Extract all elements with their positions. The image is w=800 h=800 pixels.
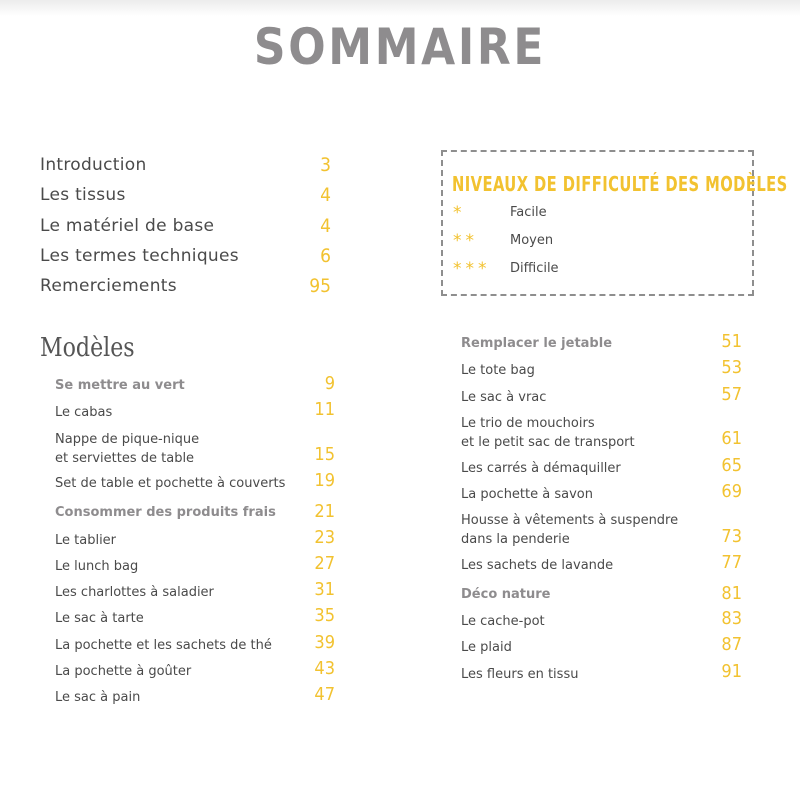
toc-item-label[interactable]: La pochette à goûter — [55, 664, 192, 679]
toc-page-number: 11 — [314, 399, 335, 420]
toc-section-label[interactable]: Déco nature — [461, 587, 551, 602]
toc-section-label[interactable]: Remplacer le jetable — [461, 336, 613, 351]
toc-page-number: 35 — [314, 605, 335, 626]
toc-item-label[interactable]: Le sac à tarte — [55, 611, 144, 626]
toc-item-label[interactable]: Le sac à vrac — [461, 390, 547, 405]
toc-item-label[interactable]: La pochette à savon — [461, 487, 593, 502]
toc-item-label[interactable]: Set de table et pochette à couverts — [55, 476, 286, 491]
toc-item-label[interactable]: Nappe de pique-nique et serviettes de table — [55, 432, 200, 466]
intro-item-label[interactable]: Les tissus — [40, 185, 126, 205]
toc-page-number: 53 — [721, 357, 742, 378]
toc-item-label[interactable]: Les carrés à démaquiller — [461, 461, 621, 476]
toc-page-number: 21 — [314, 501, 335, 522]
difficulty-level-label: Difficile — [510, 261, 559, 276]
toc-item-label[interactable]: Le cabas — [55, 405, 113, 420]
star-rating-icon: *** — [453, 259, 491, 279]
toc-page-number: 51 — [721, 331, 742, 352]
toc-item-label[interactable]: Le trio de mouchoirs et le petit sac de transport — [461, 416, 635, 450]
toc-page-number: 77 — [721, 552, 742, 573]
toc-item-label[interactable]: Les sachets de lavande — [461, 558, 614, 573]
toc-section-label[interactable]: Se mettre au vert — [55, 378, 185, 393]
toc-item-label[interactable]: Le cache-pot — [461, 614, 545, 629]
intro-page-number: 3 — [320, 154, 331, 176]
star-rating-icon: ** — [453, 231, 478, 251]
intro-page-number: 4 — [320, 184, 331, 206]
modeles-heading: Modèles — [40, 333, 135, 363]
toc-page-number: 19 — [314, 470, 335, 491]
toc-page-number: 91 — [721, 661, 742, 682]
intro-item-label[interactable]: Introduction — [40, 155, 147, 175]
toc-item-label[interactable]: Housse à vêtements à suspendre dans la penderie — [461, 513, 679, 547]
toc-page-number: 65 — [721, 455, 742, 476]
toc-item-label[interactable]: Les charlottes à saladier — [55, 585, 214, 600]
intro-item-label[interactable]: Le matériel de base — [40, 216, 215, 236]
toc-page-number: 83 — [721, 608, 742, 629]
difficulty-level-label: Moyen — [510, 233, 554, 248]
toc-page-number: 27 — [314, 553, 335, 574]
toc-page-number: 73 — [721, 526, 742, 547]
toc-page-number: 69 — [721, 481, 742, 502]
difficulty-level-label: Facile — [510, 205, 547, 220]
intro-page-number: 6 — [320, 245, 331, 267]
toc-item-label[interactable]: Le tablier — [55, 533, 117, 548]
intro-item-label[interactable]: Remerciements — [40, 276, 177, 296]
toc-page-number: 9 — [324, 373, 335, 394]
star-rating-icon: * — [453, 203, 466, 223]
toc-item-label[interactable]: Le sac à pain — [55, 690, 141, 705]
toc-page-number: 23 — [314, 527, 335, 548]
toc-item-label[interactable]: Le tote bag — [461, 363, 535, 378]
toc-page-number: 47 — [314, 684, 335, 705]
top-edge-shadow — [0, 0, 800, 16]
toc-page-number: 81 — [721, 583, 742, 604]
toc-item-label[interactable]: La pochette et les sachets de thé — [55, 638, 272, 653]
toc-item-label[interactable]: Les fleurs en tissu — [461, 667, 579, 682]
toc-page-number: 39 — [314, 632, 335, 653]
intro-page-number: 4 — [320, 215, 331, 237]
toc-page-number: 43 — [314, 658, 335, 679]
toc-item-label[interactable]: Le plaid — [461, 640, 512, 655]
toc-page-number: 15 — [314, 444, 335, 465]
toc-item-label[interactable]: Le lunch bag — [55, 559, 139, 574]
difficulty-legend-title: NIVEAUX DE DIFFICULTÉ DES MODÈLES — [452, 172, 788, 196]
toc-page-number: 31 — [314, 579, 335, 600]
toc-page-number: 61 — [721, 428, 742, 449]
toc-page-number: 57 — [721, 384, 742, 405]
toc-page-number: 87 — [721, 634, 742, 655]
toc-section-label[interactable]: Consommer des produits frais — [55, 505, 276, 520]
intro-page-number: 95 — [309, 275, 331, 297]
page-title: SOMMAIRE — [253, 18, 547, 76]
intro-item-label[interactable]: Les termes techniques — [40, 246, 239, 266]
